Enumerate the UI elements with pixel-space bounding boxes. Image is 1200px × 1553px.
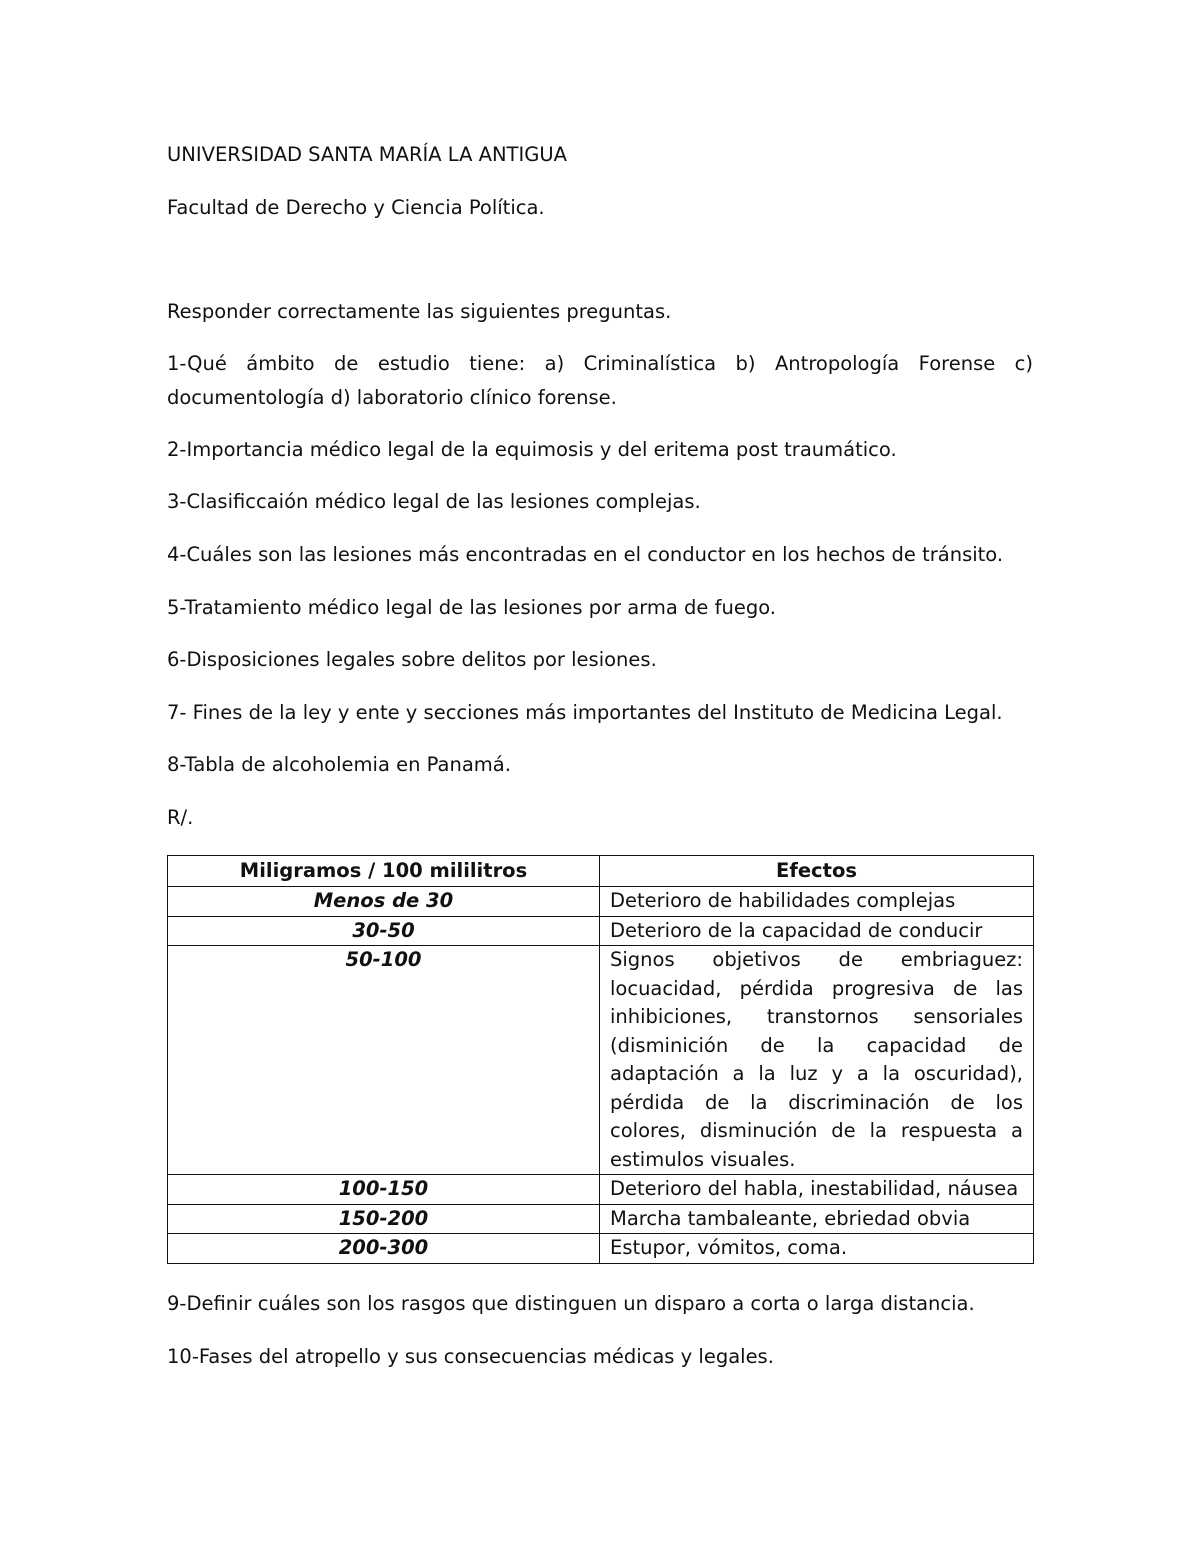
mg-cell: Menos de 30 [168,887,600,917]
faculty-heading: Facultad de Derecho y Ciencia Política. [167,196,545,219]
question-9: 9-Definir cuáles son los rasgos que distinguen un disparo a corta o larga distancia. [167,1292,975,1315]
question-7: 7- Fines de la ley y ente y secciones más importantes del Instituto de Medicina Legal. [167,701,1003,724]
alcoholemia-table [167,855,1034,1264]
question-4: 4-Cuáles son las lesiones más encontradas en el conductor en los hechos de tránsito. [167,543,1004,566]
effect-cell: Estupor, vómitos, coma. [600,1234,1034,1264]
question-3: 3-Clasificcaión médico legal de las lesiones complejas. [167,490,701,513]
table-header-row [168,856,1034,887]
mg-cell: 150-200 [168,1204,600,1234]
table-row [168,1175,1034,1205]
mg-cell: 50-100 [168,946,600,1175]
effect-cell: Deterioro de habilidades complejas [600,887,1034,917]
question-10: 10-Fases del atropello y sus consecuencias médicas y legales. [167,1345,774,1368]
effect-cell: Signos objetivos de embriaguez: locuacidad, pérdida progresiva de las inhibiciones, transtornos sensoriales (disminición de la capacidad de adaptación a la luz y a la oscuridad), pérdida de la discriminación de los colores, disminución de la respuesta a estimulos visuales. [600,946,1034,1175]
mg-cell: 100-150 [168,1175,600,1205]
university-heading: UNIVERSIDAD SANTA MARÍA LA ANTIGUA [167,143,567,166]
effect-cell: Marcha tambaleante, ebriedad obvia [600,1204,1034,1234]
column-header-mg: Miligramos / 100 mililitros [168,856,600,887]
table-row [168,946,1034,1175]
table-row [168,1234,1034,1264]
instructions-text: Responder correctamente las siguientes preguntas. [167,300,672,323]
effect-cell: Deterioro del habla, inestabilidad, náusea [600,1175,1034,1205]
question-6: 6-Disposiciones legales sobre delitos por lesiones. [167,648,657,671]
question-8: 8-Tabla de alcoholemia en Panamá. [167,753,511,776]
answer-label: R/. [167,806,194,829]
mg-cell: 30-50 [168,916,600,946]
question-1: 1-Qué ámbito de estudio tiene: a) Criminalística b) Antropología Forense c) documentología d) laboratorio clínico forense. [167,352,1033,409]
table-row [168,916,1034,946]
question-5: 5-Tratamiento médico legal de las lesiones por arma de fuego. [167,596,776,619]
column-header-effects: Efectos [600,856,1034,887]
table-row [168,1204,1034,1234]
effect-cell: Deterioro de la capacidad de conducir [600,916,1034,946]
table-row [168,887,1034,917]
mg-cell: 200-300 [168,1234,600,1264]
question-2: 2-Importancia médico legal de la equimosis y del eritema post traumático. [167,438,897,461]
